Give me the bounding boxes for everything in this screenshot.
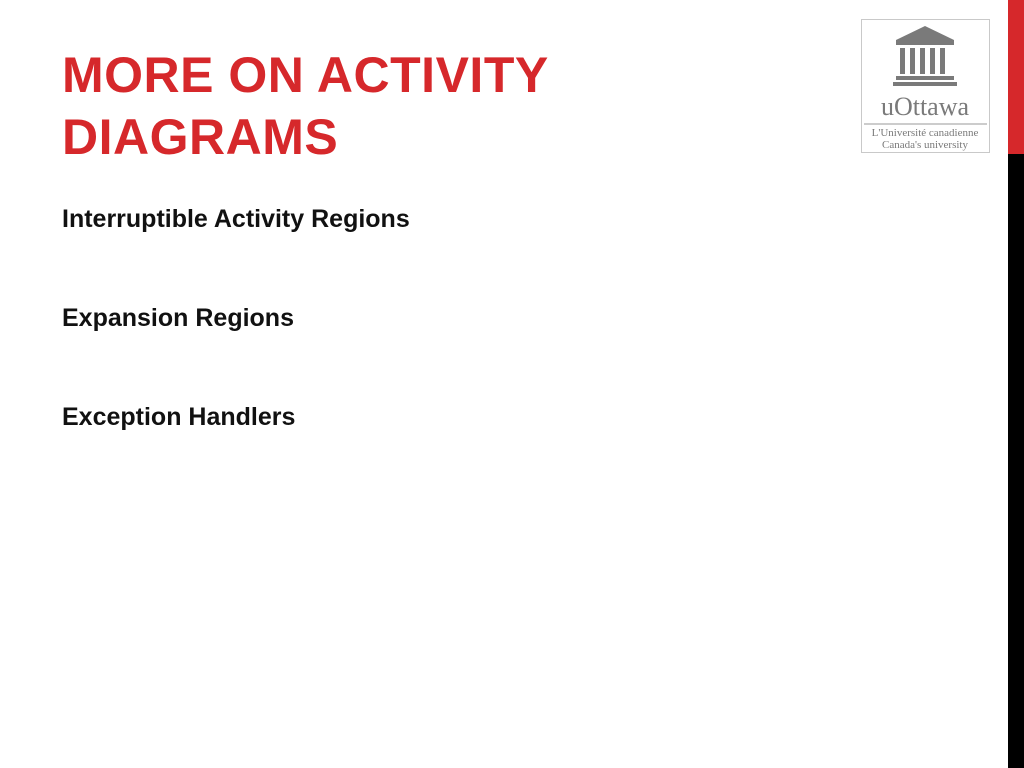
logo-graphic	[862, 20, 989, 152]
slide-title	[62, 44, 762, 168]
topic-item-exception-handlers: Exception Handlers	[62, 403, 296, 431]
topic-item-expansion-regions: Expansion Regions	[62, 304, 294, 332]
slide-title-line-1: MORE ON ACTIVITY	[62, 47, 549, 103]
logo-tagline-english: Canada's university	[882, 139, 968, 151]
topic-list	[62, 202, 410, 499]
side-accent-bar-red	[1008, 0, 1024, 154]
topic-item-interruptible-regions: Interruptible Activity Regions	[62, 205, 410, 233]
university-building-icon	[893, 26, 957, 86]
logo-wordmark: uOttawa	[880, 92, 970, 121]
university-logo	[861, 19, 990, 153]
logo-tagline-french: L'Université canadienne	[871, 127, 979, 139]
side-accent-bar-black	[1008, 154, 1024, 768]
slide-title-line-2: DIAGRAMS	[62, 109, 339, 165]
